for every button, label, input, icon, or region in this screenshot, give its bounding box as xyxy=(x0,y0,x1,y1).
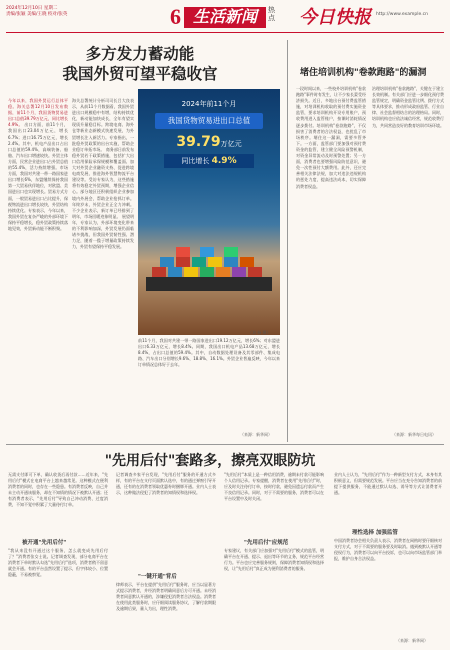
article1-title xyxy=(30,44,250,84)
article3-col2-text: 记者调查多家平台发现，"先用后付"服务的开通方式多样，有的平台在支付页面默认选中，有的通过弹窗引导开通，还有的在消费者领取优惠券时捆绑开通。业内人士表示，这种做法侵犯了消费者的知情权和选择权。 xyxy=(116,472,216,496)
article1-col1-text: 出口方面，前11个月，我国出口23.04万亿元，增长6.7%；进口16.75万亿元，增长2.4%。其中，机电产品出口占出口总值的59.4%，高端装备、船舶、汽车出口增速较快。外贸主体方面，民营企业进出口占外贸总值的55.4%，活力持续增强。市场方面，我国对共建一带一路国家进出口增长6%，东盟继续保持我国第一大贸易伙伴地位，对欧盟、美国进出口也实现增长。贸易方式方面，一般贸易进出口占比提升，保税物流进出口增长较快，外贸结构持续优化。专家表示，今年以来，我国外贸在复杂严峻的外部环境下保持平稳增长，稳外贸政策持续落地见效，外贸新动能不断积聚。 xyxy=(8,122,68,231)
article1-col1-text2: 海关总署统计分析司司长吕大良表示，从前11个月数据看，我国外贸进出口规模稳中有增，结构持续优化，新动能加快成长，全年有望实现质升量稳目标。跨境电商、海外仓等新业态新模式快速发展，为外贸增长注入新活力。专家指出，一批稳外贸政策的出台实施，帮助企业稳订单拓市场。 xyxy=(72,98,134,152)
article2-source: （来源：新华每日电讯） xyxy=(392,432,436,437)
article3-subhead-1: 被开通"先用后付" xyxy=(22,540,67,546)
container xyxy=(176,257,190,267)
section-tag xyxy=(268,6,275,22)
article2-title xyxy=(300,68,446,79)
header-divider xyxy=(6,32,444,33)
container xyxy=(200,267,214,277)
infographic-period: 2024年前11个月 xyxy=(181,100,237,108)
article3-source: （来源：新华网） xyxy=(396,638,428,643)
header-date xyxy=(6,6,72,18)
section-tag-line2: 点 xyxy=(268,14,275,22)
article3-col1-text: 无需支付即可下单，确认收货后再付款……近年来，"先用后付"模式在电商平台上越来越常见。这种模式在便利消费者的同时，也存在一些隐患。有消费者反映，自己并未主动开通该服务，却在不知情的情况下被默认开通；还有消费者表示，"先用后付"导致自己冲动消费、过度消费，不知不觉中积累了大量待付订单。 xyxy=(8,472,108,508)
container xyxy=(224,247,238,257)
section-title: 生活新闻 xyxy=(184,7,266,28)
infographic-growth xyxy=(164,154,254,168)
container xyxy=(160,257,174,267)
article1-title-line1: 多方发力蓄动能 xyxy=(85,45,195,63)
article3-col2-text2: 律师表示，平台在提供"先用后付"服务时，应当以显著方式提示消费者，并经消费者明确同意后方可开通。未经消费者同意默认开通的，涉嫌侵犯消费者合法权益。消费者在使用此类服务时，应仔细阅读服务协议，了解付款期限及逾期后果，量入为出，理性消费。 xyxy=(116,582,216,612)
container xyxy=(232,267,246,277)
container xyxy=(208,257,222,267)
article1-title-line2: 我国外贸可望平稳收官 xyxy=(62,65,218,83)
infographic-label: 我国货物贸易进出口总值 xyxy=(155,113,263,129)
infographic-value xyxy=(148,134,270,150)
container xyxy=(152,267,166,277)
page-header xyxy=(0,0,450,34)
article2-title-part1: 堵住培训机构 xyxy=(300,68,355,78)
container xyxy=(224,257,238,267)
article2-title-part2: "卷款跑路"的漏洞 xyxy=(354,68,427,78)
container-ship-illustration xyxy=(146,231,272,291)
header-url: http://www.example.cn xyxy=(376,12,428,17)
header-editor-line: 责编/张颖 美编/王晓 校对/张英 xyxy=(6,12,68,17)
infographic-box xyxy=(148,97,270,167)
article3-col3-text: "先用后付"本质上是一种信用消费，逾期未付款可能影响个人信用记录。专家提醒，消费者在使用"先用后付"时，应及时关注待付订单，按时付款，避免因遗忘付款而产生不良信用记录。同时，对于不需要的服务，消费者可以在平台设置中及时关闭。 xyxy=(224,472,324,502)
article1-col2-text2: 展望明年，专家认为，外部环境变化带来的不利影响加深，外贸发展仍面临诸多挑战，但我国外贸韧性强、潜力足，随着一揽子增量政策持续发力，外贸有望保持平稳发展。 xyxy=(72,213,134,250)
article1-column-1 xyxy=(8,98,68,454)
infographic-number: 39.79 xyxy=(176,134,221,150)
photo-caption: （刘 杨 摄） xyxy=(248,330,271,335)
column-divider xyxy=(287,40,288,442)
article1-col2-text: 商务部日前发布稳外贸若干政策措施，包括扩大出口信用保险承保规模和覆盖面、加大对外贸企业融资支持、促进跨境电商发展、推进海外智慧物流平台建设等。受访专家认为，这些措施将有效稳定外贸预期，增强企业信心。部分地区还积极组织企业参加境内外展会，帮助企业抢抓订单。年终岁末，外贸企业正全力冲刺。不少企业表示，新订单已经排到了明年，市场回暖迹象明显。 xyxy=(72,146,134,219)
article3-col3-text2: 专家建议，有关部门应加强对"先用后付"模式的监管，明确平台在开通、提示、退出等环节的义务，规范平台经营行为。平台也应完善服务规则，保障消费者知情权和选择权，让"先用后付"真正成为便利消费者的服务。 xyxy=(224,548,324,572)
container xyxy=(216,267,230,277)
ship-hull xyxy=(146,277,272,291)
container xyxy=(168,267,182,277)
section-tag-line1: 热 xyxy=(268,6,275,14)
trade-infographic xyxy=(138,89,280,335)
container xyxy=(184,267,198,277)
article3-col4-text: 业内人士认为，"先用后付"作为一种新型支付方式，本身有其积极意义，但需要规范发展。平台应当在充分告知消费者的前提下提供服务，不能通过默认勾选、诱导等方式让消费者开通。 xyxy=(334,472,442,496)
container xyxy=(192,257,206,267)
article3-subhead-2: "一键开通"背后 xyxy=(138,574,177,580)
paper-logo: 今日快报 xyxy=(299,7,371,27)
header-date-line: 2024年12月10日 星期二 xyxy=(6,6,58,11)
article3-title: "先用后付"套路多，擦亮双眼防坑 xyxy=(104,453,316,469)
infographic-growth-value: 4.9% xyxy=(211,156,237,166)
article3-subhead-3: "先用后付"应规范 xyxy=(244,540,289,546)
article1-lead: 今年以来，我国外贸运行总体平稳。海关总署12月10日发布数据，前11个月，我国货物贸易进出口总值39.79万亿元，同比增长4.9%。 xyxy=(8,98,68,128)
article1-source: （来源：新华网） xyxy=(240,432,272,437)
container xyxy=(200,247,214,257)
container xyxy=(240,257,254,267)
article1-below-text: 前11个月，我国对共建一带一路国家进出口19.12万亿元，增长6%；对东盟进出口6.33万亿元，增长8.4%。同期，我国出口机电产品13.68万亿元，增长8.4%，占出口总值的59.4%。其中，自动数据处理设备及其零部件、集成电路、汽车出口分别增长9.6%、18.8%、16.1%。外贸企业普遍反映，今年以来订单情况总体好于去年。 xyxy=(138,338,280,368)
article3-col1-text2: "我从来没有开通过这个服务，怎么就变成先用后付了？"消费者张女士说。记者调查发现，部分电商平台在消费者下单时默认勾选"先用后付"选项，消费者稍不留意就会开通。有的平台虽然设置了提示，但字体较小、位置隐蔽，不易被察觉。 xyxy=(8,548,108,578)
container xyxy=(248,267,262,277)
section-divider xyxy=(6,444,444,445)
article3-subhead-4: 理性选择 加强监管 xyxy=(352,530,398,536)
container xyxy=(176,247,190,257)
infographic-unit: 万亿元 xyxy=(220,140,242,148)
article2-column-2: 治理培训机构"卷款跑路"，关键在于建立长效机制。有关部门应进一步细化预付费监管规定，明确资金监管比例、拨付方式等具体要求，推动形成政府监管、行业自律、社会监督相结合的治理格局。同时，培训机构也应依法诚信经营，规范收费行为，共同营造良好的教育培训市场环境。 xyxy=(372,86,444,128)
page-number: 6 xyxy=(170,4,181,29)
infographic-growth-label: 同比增长 xyxy=(181,157,210,165)
article2-column-1: 一段时间以来，一些校外培训机构"卷款跑路"事件时有发生，让不少家长蒙受经济损失。近日，多地出台预付费监管措施，对培训机构收取的预付费实施资金监管，要求培训机构开设专用账户，预收费用进入监管账户，按课时消耗情况逐步拨付。培训机构"卷款跑路"，不仅损害了消费者的合法权益，也扰乱了市场秩序。堵住这一漏洞，需要多管齐下。一方面，监管部门要加强对预付费资金的监管，建立健全风险预警机制，对资金异常流动及时预警处置；另一方面，消费者也要增强风险防范意识，避免一次性预付大额费用。此外，还应完善相关法律法规，加大对违法违规机构的惩处力度，提高违法成本，切实保障消费者权益。 xyxy=(296,86,366,189)
article3-col4-text2: 中国消费者协会相关负责人表示，消费者在网购时要仔细核对支付方式，对于不需要的服务要及时取消。遇到被默认开通等侵权行为，消费者可以向平台投诉，也可以向市场监管部门举报，维护自身合法权益。 xyxy=(334,538,442,562)
article1-column-2 xyxy=(72,98,134,454)
